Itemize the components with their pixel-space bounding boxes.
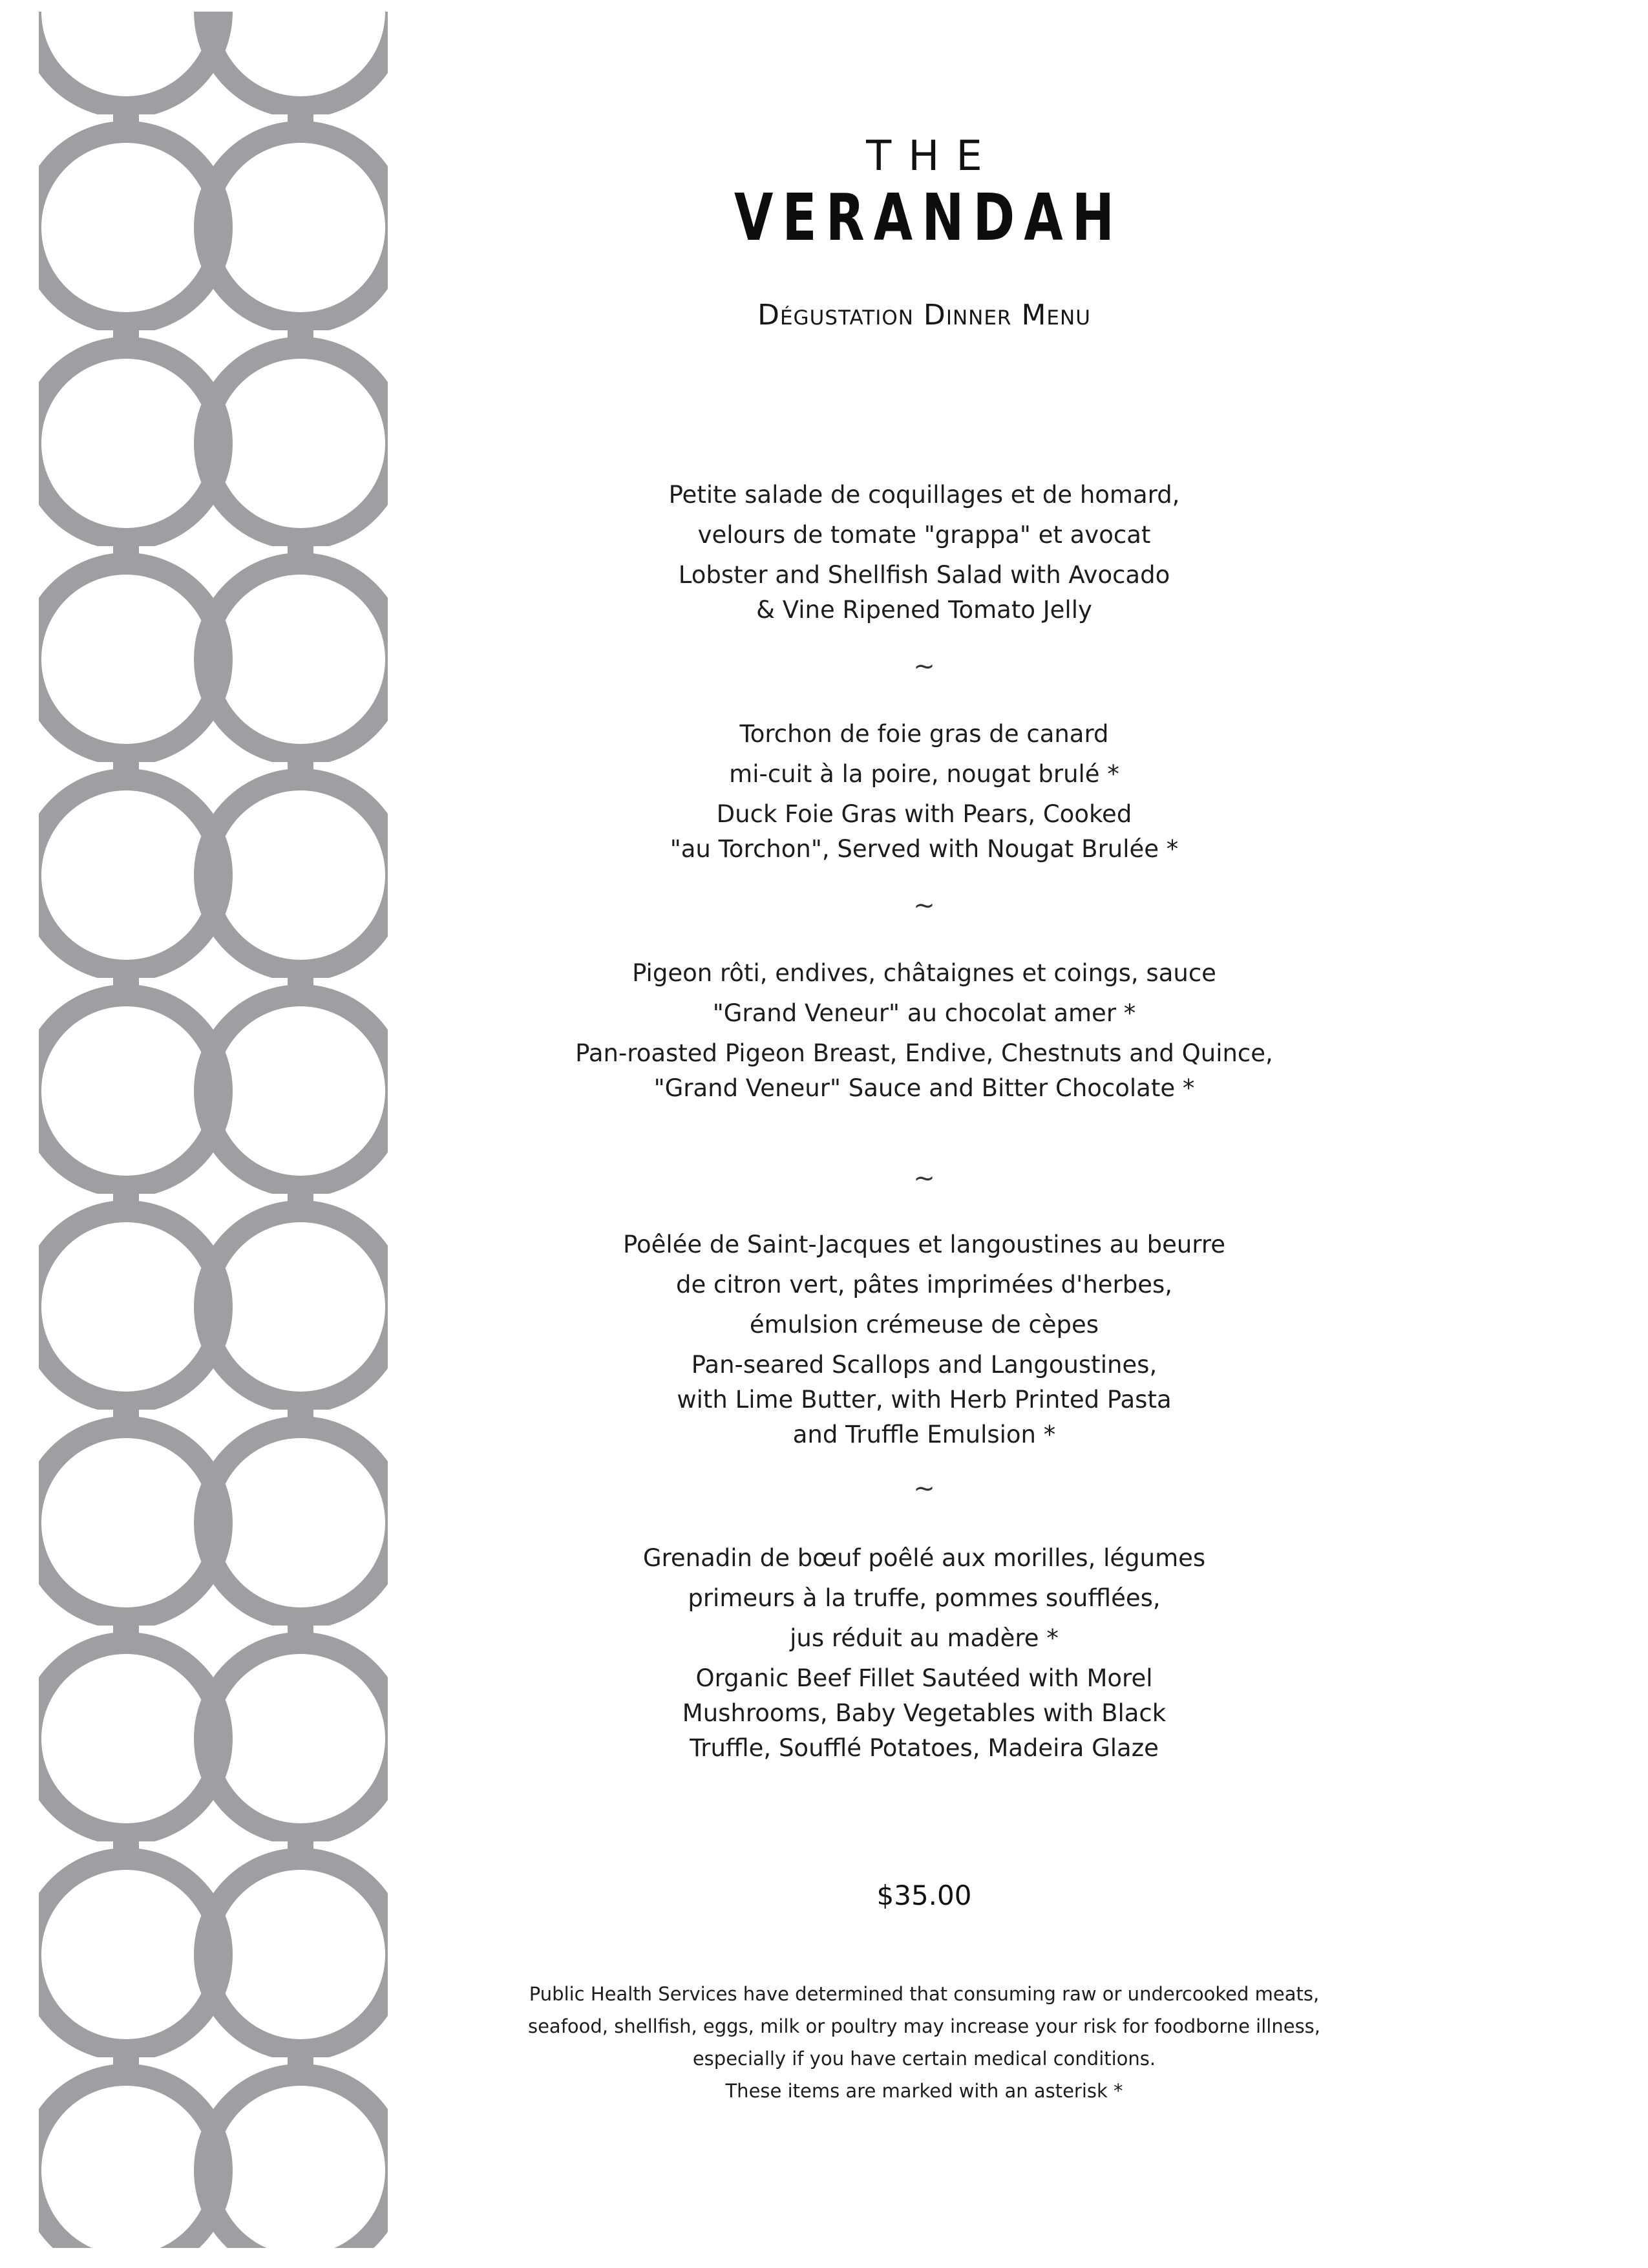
course-separator: ~ xyxy=(913,1163,935,1193)
english-line: Mushrooms, Baby Vegetables with Black xyxy=(682,1699,1167,1727)
circle-pattern-graphic xyxy=(39,12,388,2248)
english-line: Lobster and Shellfish Salad with Avocado xyxy=(678,561,1170,589)
english-line: Duck Foie Gras with Pears, Cooked xyxy=(716,800,1132,828)
english-line: Organic Beef Fillet Sautéed with Morel xyxy=(695,1664,1153,1692)
course-french xyxy=(491,475,1357,555)
disclaimer-line: especially if you have certain medical conditions. xyxy=(692,2048,1156,2070)
menu-subtitle: Dégustation Dinner Menu xyxy=(757,299,1091,332)
course-separator: ~ xyxy=(913,652,935,681)
english-line: "Grand Veneur" Sauce and Bitter Chocolate * xyxy=(653,1074,1195,1102)
french-line: Pigeon rôti, endives, châtaignes et coings, sauce xyxy=(632,959,1216,987)
french-line: jus réduit au madère * xyxy=(790,1624,1059,1652)
course-2 xyxy=(491,714,1357,867)
english-line: "au Torchon", Served with Nougat Brulée * xyxy=(670,835,1179,863)
course-3 xyxy=(491,953,1357,1106)
menu-content xyxy=(491,0,1357,2268)
disclaimer-line: Public Health Services have determined that consuming raw or undercooked meats, xyxy=(529,1983,1320,2005)
course-french xyxy=(491,1225,1357,1345)
french-line: Grenadin de bœuf poêlé aux morilles, légumes xyxy=(642,1544,1206,1572)
french-line: velours de tomate "grappa" et avocat xyxy=(697,521,1151,549)
course-5 xyxy=(491,1538,1357,1766)
french-line: de citron vert, pâtes imprimées d'herbes, xyxy=(675,1271,1173,1298)
french-line: émulsion crémeuse de cèpes xyxy=(749,1311,1099,1339)
french-line: mi-cuit à la poire, nougat brulé * xyxy=(729,760,1119,788)
course-english xyxy=(491,1036,1357,1106)
course-english xyxy=(491,558,1357,628)
french-line: primeurs à la truffe, pommes soufflées, xyxy=(688,1584,1161,1612)
course-separator: ~ xyxy=(913,1474,935,1503)
course-english xyxy=(491,1661,1357,1766)
menu-price: $35.00 xyxy=(876,1880,972,1911)
course-separator: ~ xyxy=(913,891,935,920)
disclaimer-line: These items are marked with an asterisk * xyxy=(725,2080,1123,2102)
course-french xyxy=(491,714,1357,794)
course-1 xyxy=(491,475,1357,628)
french-line: Torchon de foie gras de canard xyxy=(739,720,1109,748)
english-line: Pan-roasted Pigeon Breast, Endive, Chestnuts and Quince, xyxy=(575,1039,1273,1067)
logo-verandah: VERANDAH xyxy=(734,180,1124,255)
logo-the: THE xyxy=(866,132,999,180)
decorative-circle-pattern xyxy=(39,12,388,2248)
course-english xyxy=(491,797,1357,867)
course-english xyxy=(491,1348,1357,1452)
english-line: Pan-seared Scallops and Langoustines, xyxy=(691,1351,1157,1379)
french-line: "Grand Veneur" au chocolat amer * xyxy=(712,999,1136,1027)
health-disclaimer xyxy=(491,1978,1357,2107)
english-line: and Truffle Emulsion * xyxy=(792,1421,1056,1448)
french-line: Petite salade de coquillages et de homard, xyxy=(668,481,1180,509)
disclaimer-line: seafood, shellfish, eggs, milk or poultry may increase your risk for foodborne illness, xyxy=(527,2015,1321,2037)
english-line: & Vine Ripened Tomato Jelly xyxy=(756,596,1092,624)
english-line: Truffle, Soufflé Potatoes, Madeira Glaze xyxy=(690,1734,1159,1762)
course-4 xyxy=(491,1225,1357,1452)
course-french xyxy=(491,1538,1357,1659)
english-line: with Lime Butter, with Herb Printed Pasta xyxy=(677,1386,1172,1414)
course-french xyxy=(491,953,1357,1033)
french-line: Poêlée de Saint-Jacques et langoustines au beurre xyxy=(622,1231,1226,1258)
